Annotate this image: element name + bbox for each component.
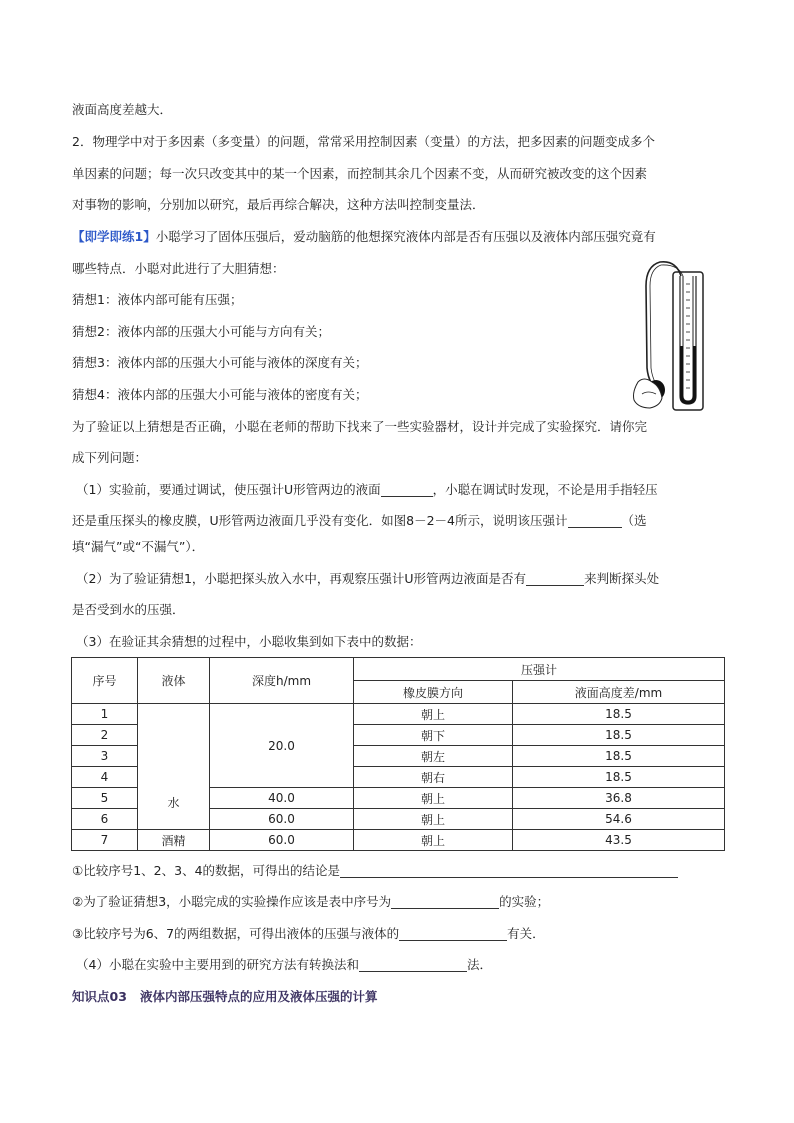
- row-3-direction: 朝左: [354, 746, 513, 767]
- row-4-no: 4: [72, 767, 138, 788]
- c3-blank[interactable]: [399, 927, 507, 941]
- question-2-line-1: [76, 571, 659, 587]
- question-2-line-2: 是否受到水的压强．: [72, 602, 185, 617]
- q1-text-d: （选: [621, 513, 647, 528]
- row-7-depth: 60.0: [210, 830, 354, 851]
- row-3-no: 3: [72, 746, 138, 767]
- knowledge-point-label: 知识点03: [72, 989, 127, 1004]
- q4-blank[interactable]: [359, 958, 467, 972]
- liquid-water: 水: [138, 704, 210, 830]
- q2-text-b: 来判断探头处: [584, 571, 660, 586]
- guess-2: 猜想2：液体内部的压强大小可能与方向有关；: [72, 324, 330, 339]
- row-7-liquid: 酒精: [138, 830, 210, 851]
- row-2-diff: 18.5: [513, 725, 725, 746]
- row-1-no: 1: [72, 704, 138, 725]
- knowledge-point-heading: [72, 989, 377, 1005]
- table-row: [72, 704, 725, 725]
- data-table: [71, 657, 725, 851]
- intro-line-0: 液面高度差越大．: [72, 102, 173, 117]
- exercise-line-8: 成下列问题：: [72, 450, 148, 465]
- q1-text-a: （1）实验前，要通过调试，使压强计U形管两边的液面: [76, 482, 381, 497]
- conclusion-1: [72, 863, 678, 879]
- question-1-line-2: [72, 513, 647, 529]
- q4-text-a: （4）小聪在实验中主要用到的研究方法有转换法和: [76, 957, 359, 972]
- row-4-direction: 朝右: [354, 767, 513, 788]
- q1-text-b: ，小聪在调试时发现，不论是用手指轻压: [432, 482, 658, 497]
- row-1-direction: 朝上: [354, 704, 513, 725]
- row-1-diff: 18.5: [513, 704, 725, 725]
- row-5-no: 5: [72, 788, 138, 809]
- guess-3: 猜想3：液体内部的压强大小可能与液体的深度有关；: [72, 355, 368, 370]
- intro-p2-line-1: 2．物理学中对于多因素（多变量）的问题，常常采用控制因素（变量）的方法，把多因素的问题变成多个: [72, 134, 655, 149]
- exercise-text-1: 小聪学习了固体压强后，爱动脑筋的他想探究液体内部是否有压强以及液体内部压强究竟有: [155, 229, 656, 244]
- liquid-left: [680, 346, 683, 398]
- row-5-diff: 36.8: [513, 788, 725, 809]
- knowledge-point-title: 液体内部压强特点的应用及液体压强的计算: [139, 989, 378, 1004]
- q1-blank-1[interactable]: [381, 483, 433, 497]
- row-7-no: 7: [72, 830, 138, 851]
- row-5-depth: 40.0: [210, 788, 354, 809]
- c2-text-b: 的实验；: [499, 894, 550, 909]
- guess-1: 猜想1：液体内部可能有压强；: [72, 292, 243, 307]
- c2-text-a: ②为了验证猜想3，小聪完成的实验操作应该是表中序号为: [72, 894, 392, 909]
- c1-text: ①比较序号1、2、3、4的数据，可得出的结论是: [72, 863, 341, 878]
- row-7-diff: 43.5: [513, 830, 725, 851]
- row-2-no: 2: [72, 725, 138, 746]
- guess-4: 猜想4：液体内部的压强大小可能与液体的密度有关；: [72, 387, 368, 402]
- c1-blank[interactable]: [340, 864, 678, 878]
- row-3-diff: 18.5: [513, 746, 725, 767]
- depth-20: 20.0: [210, 704, 354, 788]
- row-2-direction: 朝下: [354, 725, 513, 746]
- pressure-gauge-figure: [616, 256, 712, 416]
- gauge-board: [673, 272, 703, 410]
- row-4-diff: 18.5: [513, 767, 725, 788]
- header-liquid: 液体: [138, 658, 210, 704]
- intro-p2-line-2: 单因素的问题；每一次只改变其中的某一个因素，而控制其余几个因素不变，从而研究被改变的这个因素: [72, 166, 648, 181]
- q2-blank[interactable]: [526, 572, 584, 586]
- row-6-diff: 54.6: [513, 809, 725, 830]
- exercise-line-7: 为了验证以上猜想是否正确，小聪在老师的帮助下找来了一些实验器材，设计并完成了实验探究．请你完: [72, 419, 648, 434]
- q1-text-c: 还是重压探头的橡皮膜，U形管两边液面几乎没有变化．如图8－2－4所示，说明该压强计: [72, 513, 568, 528]
- question-3: （3）在验证其余猜想的过程中，小聪收集到如下表中的数据：: [76, 634, 422, 649]
- exercise-tag: 【即学即练1】: [72, 229, 156, 244]
- liquid-right: [693, 346, 696, 398]
- question-1-line-1: [76, 482, 658, 498]
- row-6-direction: 朝上: [354, 809, 513, 830]
- c2-blank[interactable]: [391, 895, 499, 909]
- question-1-line-3: 填“漏气”或“不漏气”）．: [72, 539, 205, 554]
- header-depth: 深度h/mm: [210, 658, 354, 704]
- intro-p2-line-3: 对事物的影响，分别加以研究，最后再综合解决，这种方法叫控制变量法．: [72, 197, 485, 212]
- exercise-line-1: [72, 229, 656, 245]
- question-4: [76, 957, 492, 973]
- row-7-direction: 朝上: [354, 830, 513, 851]
- c3-text-b: 有关．: [507, 926, 545, 941]
- row-5-direction: 朝上: [354, 788, 513, 809]
- q1-blank-2[interactable]: [568, 514, 622, 528]
- q2-text-a: （2）为了验证猜想1，小聪把探头放入水中，再观察压强计U形管两边液面是否有: [76, 571, 527, 586]
- header-gauge: 压强计: [354, 658, 725, 681]
- header-diff: 液面高度差/mm: [513, 681, 725, 704]
- table-row: [72, 830, 725, 851]
- row-6-no: 6: [72, 809, 138, 830]
- header-direction: 橡皮膜方向: [354, 681, 513, 704]
- exercise-line-2: 哪些特点．小聪对此进行了大胆猜想：: [72, 261, 285, 276]
- conclusion-2: [72, 894, 549, 910]
- row-6-depth: 60.0: [210, 809, 354, 830]
- header-no: 序号: [72, 658, 138, 704]
- conclusion-3: [72, 926, 545, 942]
- q4-text-b: 法．: [466, 957, 492, 972]
- c3-text-a: ③比较序号为6、7的两组数据，可得出液体的压强与液体的: [72, 926, 400, 941]
